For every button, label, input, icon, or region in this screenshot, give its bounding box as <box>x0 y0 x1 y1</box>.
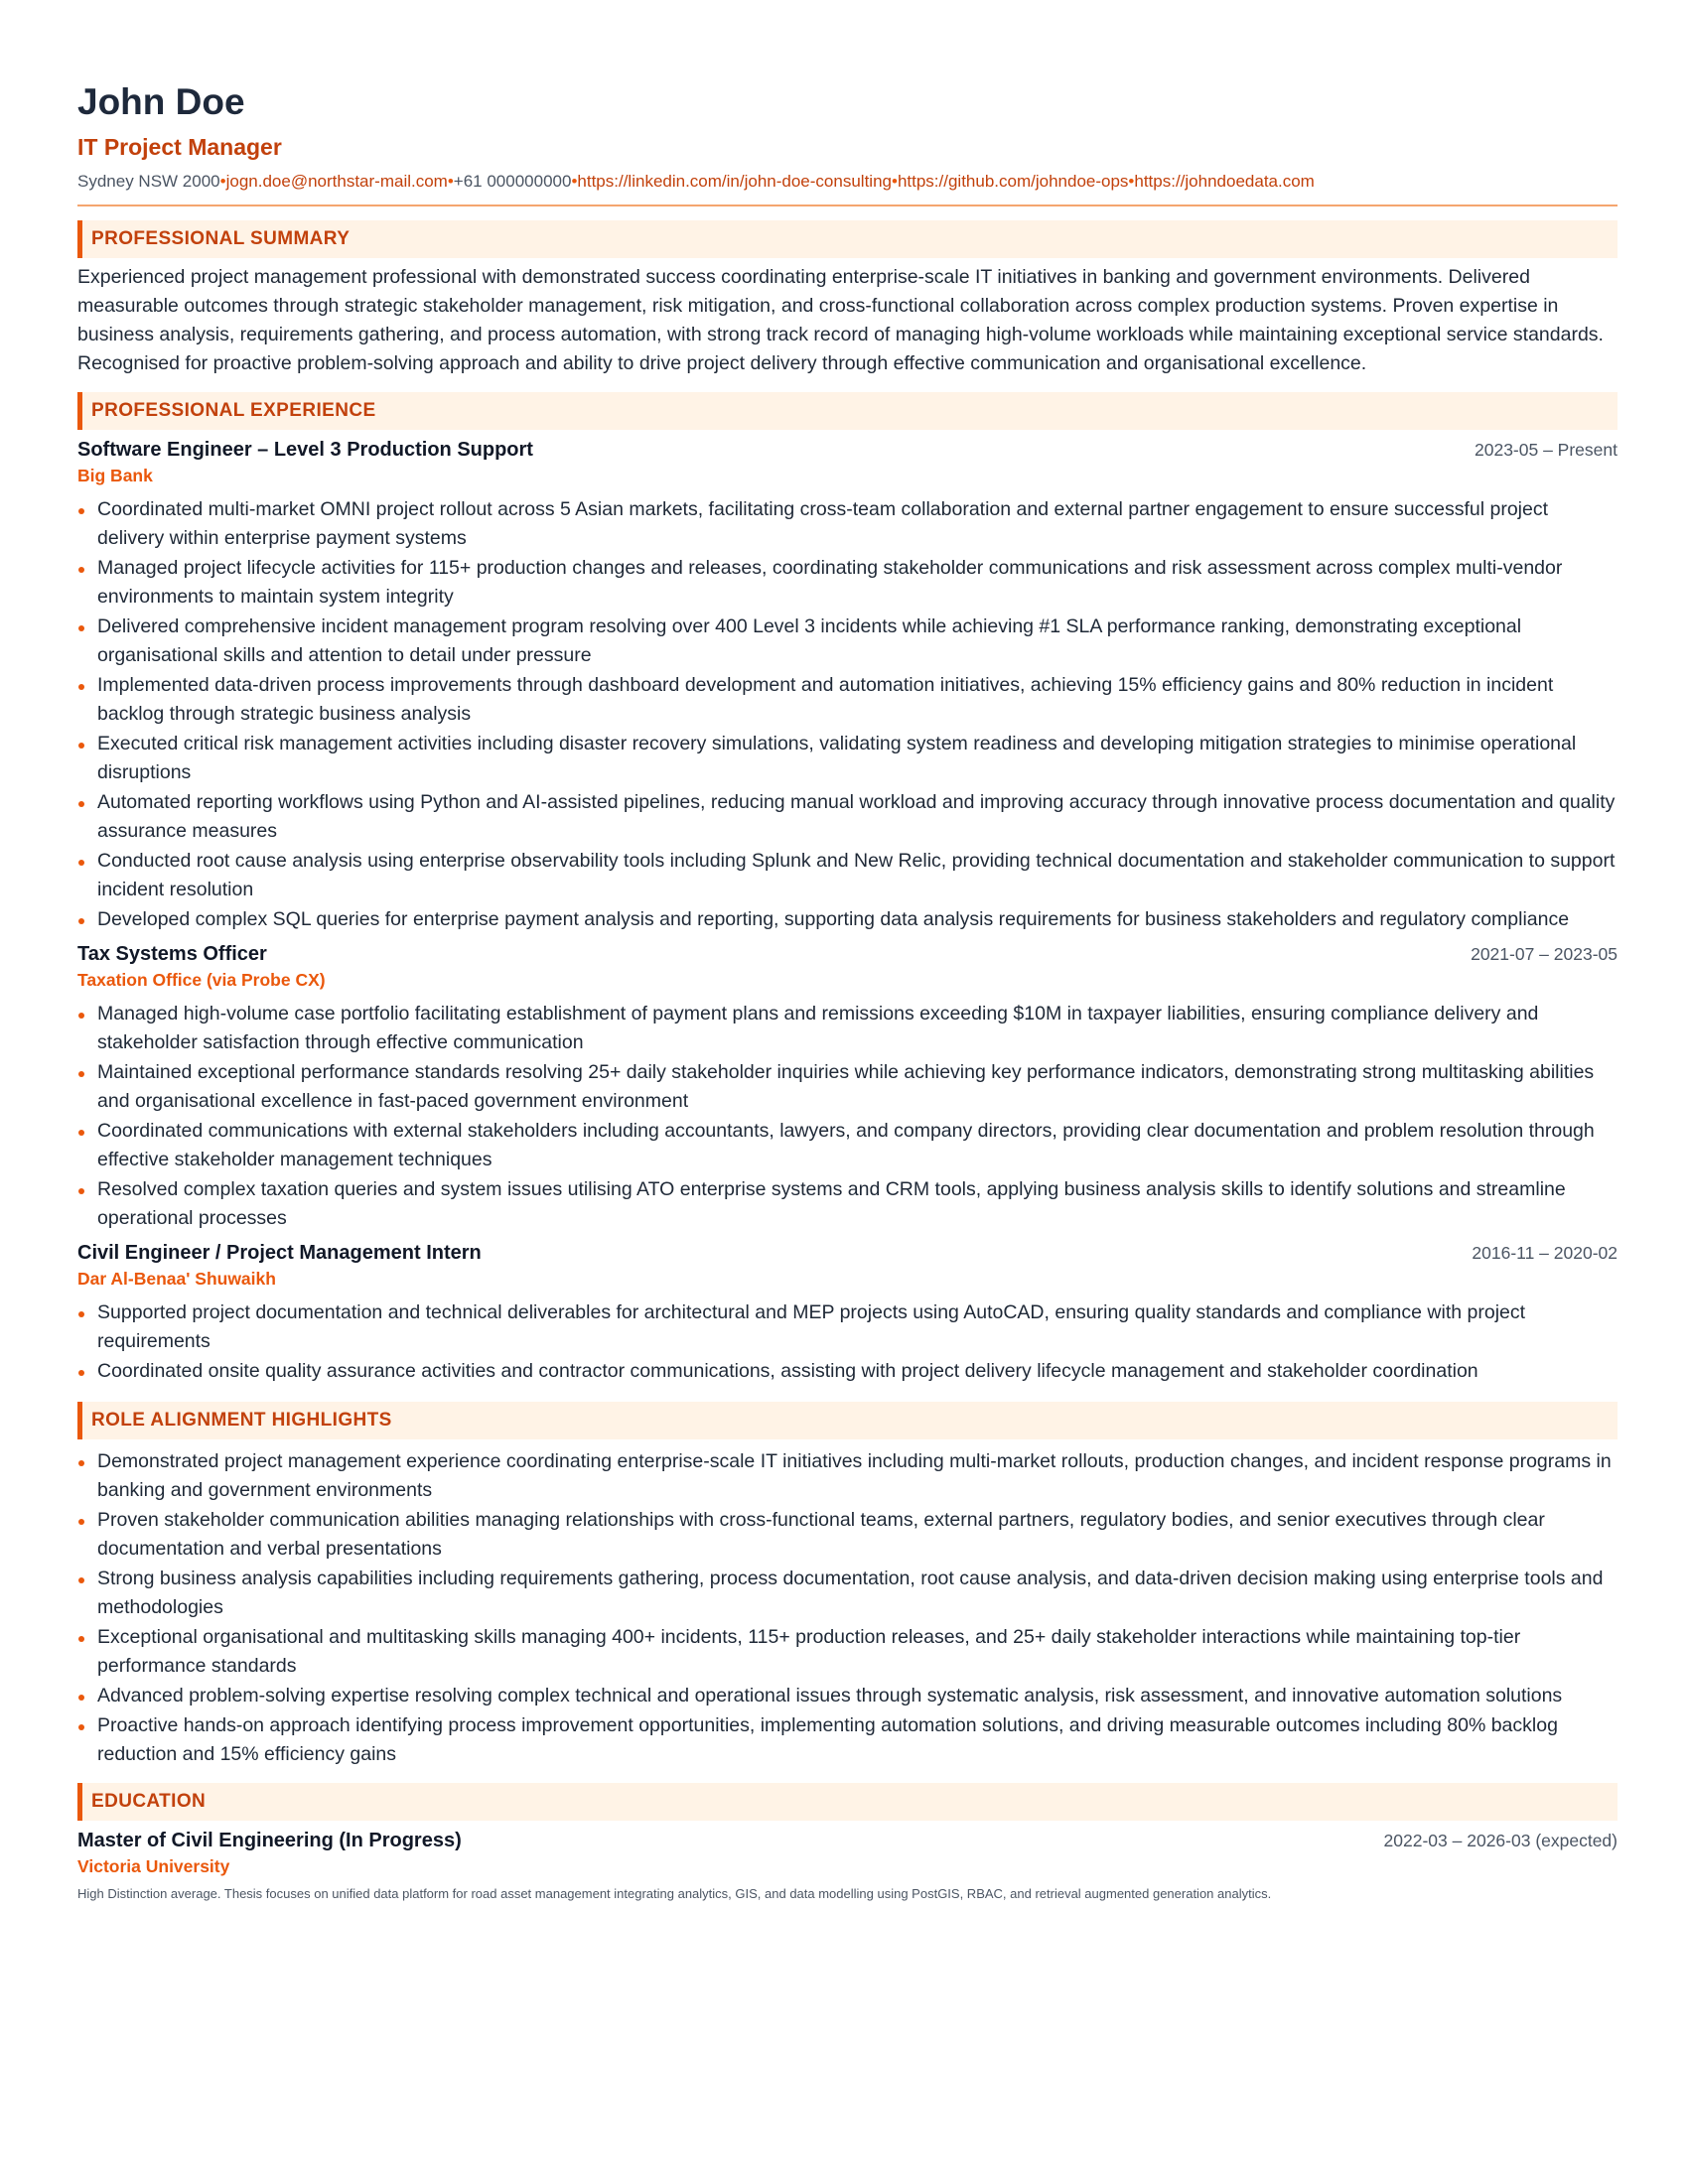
bullet-item: Managed project lifecycle activities for 115+ production changes and releases, coordinating stakeholder communications and risk assessment across complex multi-vendor environments to maintain system integrity <box>77 554 1618 612</box>
contact-github-link[interactable]: https://github.com/johndoe-ops <box>897 172 1129 191</box>
contact-email-link[interactable]: jogn.doe@northstar-mail.com <box>225 172 448 191</box>
bullet-item: Automated reporting workflows using Python and AI-assisted pipelines, reducing manual workload and improving accuracy through innovative process documentation and quality assurance measures <box>77 788 1618 846</box>
contact-separator: • <box>571 172 578 191</box>
bullet-item: Coordinated onsite quality assurance activities and contractor communications, assisting with project delivery lifecycle management and stakeholder coordination <box>77 1357 1618 1386</box>
education-note: High Distinction average. Thesis focuses on unified data platform for road asset management integrating analytics, GIS, and data modelling using PostGIS, RBAC, and retrieval augmented generation analytics. <box>77 1886 1272 1901</box>
section-header-summary <box>77 220 1618 258</box>
job-title: Tax Systems Officer <box>77 943 267 965</box>
job-dates: 2016-11 – 2020-02 <box>1472 1243 1618 1263</box>
bullet-item: Implemented data-driven process improvements through dashboard development and automation initiatives, achieving 15% efficiency gains and 80% reduction in incident backlog through strategic business analysis <box>77 671 1618 729</box>
job-dates: 2021-07 – 2023-05 <box>1471 944 1618 964</box>
resume-page <box>77 79 1618 1904</box>
bullet-item: Conducted root cause analysis using enterprise observability tools including Splunk and New Relic, providing technical documentation and stakeholder communication to support incident resolution <box>77 847 1618 904</box>
section-header-highlights <box>77 1402 1618 1439</box>
job-bullets <box>77 1000 1618 1233</box>
job-title: Civil Engineer / Project Management Intern <box>77 1242 482 1264</box>
job-organization: Dar Al-Benaa' Shuwaikh <box>77 1269 276 1289</box>
highlight-item: Proactive hands-on approach identifying process improvement opportunities, implementing automation solutions, and driving measurable outcomes including 80% backlog reduction and 15% efficiency gains <box>77 1711 1618 1769</box>
job-bullets <box>77 495 1618 934</box>
section-title: ROLE ALIGNMENT HIGHLIGHTS <box>91 1410 392 1431</box>
section-title: PROFESSIONAL EXPERIENCE <box>91 400 376 421</box>
contact-separator: • <box>1128 172 1135 191</box>
job-organization: Big Bank <box>77 466 153 485</box>
contact-line <box>77 170 1618 194</box>
bullet-item: Executed critical risk management activities including disaster recovery simulations, validating system readiness and developing mitigation strategies to minimise operational disruptions <box>77 730 1618 787</box>
highlight-item: Proven stakeholder communication abilities managing relationships with cross-functional teams, external partners, regulatory bodies, and senior executives through clear documentation and verbal presentations <box>77 1506 1618 1564</box>
school-name: Victoria University <box>77 1856 230 1876</box>
highlight-item: Strong business analysis capabilities including requirements gathering, process documentation, root cause analysis, and data-driven decision making using enterprise tools and methodologies <box>77 1565 1618 1622</box>
education-entry <box>77 1827 1618 1904</box>
job-entry <box>77 940 1618 1233</box>
section-header-experience <box>77 392 1618 430</box>
section-title: PROFESSIONAL SUMMARY <box>91 228 351 249</box>
highlight-item: Demonstrated project management experience coordinating enterprise-scale IT initiatives including multi-market rollouts, production changes, and incident response programs in banking and government environments <box>77 1447 1618 1505</box>
bullet-item: Managed high-volume case portfolio facilitating establishment of payment plans and remissions exceeding $10M in taxpayer liabilities, ensuring compliance delivery and stakeholder satisfaction through effective communication <box>77 1000 1618 1057</box>
bullet-item: Supported project documentation and technical deliverables for architectural and MEP projects using AutoCAD, ensuring quality standards and compliance with project requirements <box>77 1298 1618 1356</box>
job-bullets <box>77 1298 1618 1386</box>
section-header-education <box>77 1783 1618 1821</box>
bullet-item: Resolved complex taxation queries and system issues utilising ATO enterprise systems and CRM tools, applying business analysis skills to identify solutions and streamline operational processes <box>77 1175 1618 1233</box>
summary-text: Experienced project management professional with demonstrated success coordinating enterprise-scale IT initiatives in banking and government environments. Delivered measurable outcomes through strategic stakeholder management, risk mitigation, and cross-functional collaboration across complex production systems. Proven expertise in business analysis, requirements gathering, and process automation, with strong track record of managing high-volume workloads while maintaining exceptional service standards. Recognised for proactive problem-solving approach and ability to drive project delivery through effective communication and organisational excellence. <box>77 266 1604 374</box>
job-entry <box>77 1239 1618 1386</box>
highlight-item: Advanced problem-solving expertise resolving complex technical and operational issues through systematic analysis, risk assessment, and innovative automation solutions <box>77 1682 1618 1710</box>
contact-phone: +61 000000000 <box>453 172 572 191</box>
section-title: EDUCATION <box>91 1791 207 1812</box>
bullet-item: Delivered comprehensive incident management program resolving over 400 Level 3 incidents while achieving #1 SLA performance ranking, demonstrating exceptional organisational skills and attention to detail under pressure <box>77 613 1618 670</box>
contact-separator: • <box>447 172 454 191</box>
highlights-list <box>77 1447 1618 1769</box>
contact-separator: • <box>891 172 898 191</box>
highlight-item: Exceptional organisational and multitasking skills managing 400+ incidents, 115+ production releases, and 25+ daily stakeholder interactions while maintaining top-tier performance standards <box>77 1623 1618 1681</box>
header-divider <box>77 205 1618 206</box>
job-entry <box>77 436 1618 934</box>
education-dates: 2022-03 – 2026-03 (expected) <box>1383 1831 1618 1850</box>
bullet-item: Coordinated multi-market OMNI project rollout across 5 Asian markets, facilitating cross-team collaboration and external partner engagement to ensure successful project delivery within enterprise payment systems <box>77 495 1618 553</box>
experience-list <box>77 436 1618 1386</box>
bullet-item: Coordinated communications with external stakeholders including accountants, lawyers, and company directors, providing clear documentation and problem resolution through effective stakeholder management techniques <box>77 1117 1618 1174</box>
job-title: Software Engineer – Level 3 Production Support <box>77 439 533 461</box>
job-organization: Taxation Office (via Probe CX) <box>77 970 326 990</box>
candidate-title: IT Project Manager <box>77 134 282 160</box>
degree-title: Master of Civil Engineering (In Progress) <box>77 1830 462 1851</box>
job-dates: 2023-05 – Present <box>1475 440 1618 460</box>
contact-location: Sydney NSW 2000 <box>77 172 220 191</box>
bullet-item: Developed complex SQL queries for enterprise payment analysis and reporting, supporting data analysis requirements for business stakeholders and regulatory compliance <box>77 905 1618 934</box>
contact-website-link[interactable]: https://johndoedata.com <box>1134 172 1315 191</box>
contact-separator: • <box>219 172 226 191</box>
contact-linkedin-link[interactable]: https://linkedin.com/in/john-doe-consulting <box>577 172 892 191</box>
bullet-item: Maintained exceptional performance standards resolving 25+ daily stakeholder inquiries while achieving key performance indicators, demonstrating strong multitasking abilities and organisational excellence in fast-paced government environment <box>77 1058 1618 1116</box>
candidate-name: John Doe <box>77 81 245 122</box>
